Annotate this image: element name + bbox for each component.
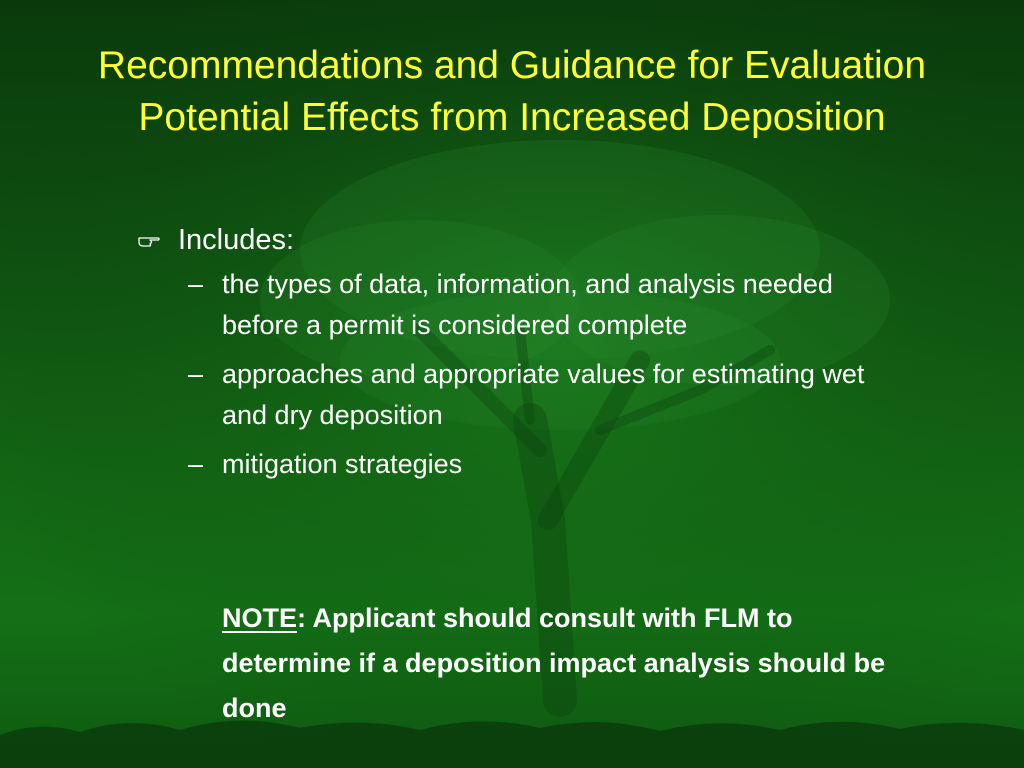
sub-bullet-item	[138, 354, 898, 436]
sub-bullet-text: approaches and appropriate values for estimating wet and dry deposition	[222, 359, 865, 430]
pointing-hand-icon	[138, 233, 160, 247]
note-paragraph	[222, 596, 902, 731]
sub-bullet-item	[138, 444, 898, 485]
note-label: NOTE	[222, 603, 298, 633]
sub-bullet-list	[138, 264, 898, 485]
slide-content	[138, 220, 898, 493]
dash-marker: –	[188, 269, 204, 299]
slide-title: Recommendations and Guidance for Evaluation Potential Effects from Increased Deposition	[97, 44, 927, 139]
sub-bullet-item	[138, 264, 898, 346]
bullet-text: Includes:	[178, 224, 295, 256]
bullet-item	[138, 220, 898, 260]
sub-bullet-text: the types of data, information, and analysis needed before a permit is considered complete	[222, 269, 833, 340]
dash-marker: –	[188, 449, 204, 479]
dash-marker: –	[188, 359, 204, 389]
sub-bullet-text: mitigation strategies	[222, 449, 463, 479]
note-text: : Applicant should consult with FLM to determine if a deposition impact analysis should be done	[222, 603, 886, 723]
